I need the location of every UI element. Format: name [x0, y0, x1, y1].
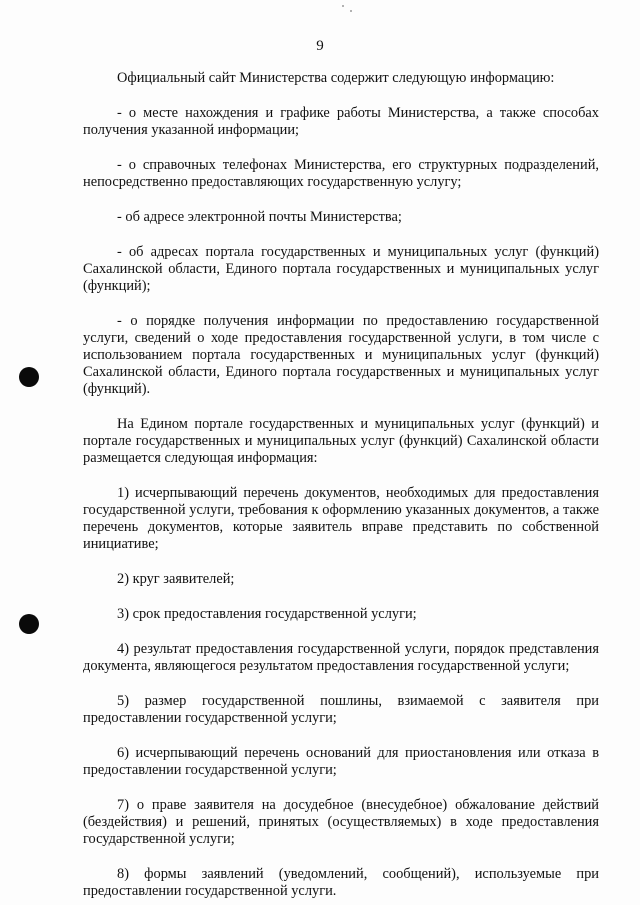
- paragraph-portals: - об адресах портала государственных и муниципальных услуг (функций) Сахалинской области, Единого портала государственных и муниципальных услуг (функций);: [83, 244, 599, 294]
- list-item-result: 4) результат предоставления государственной услуги, порядок представления документа, являющегося результатом предоставления государственной услуги;: [83, 641, 599, 674]
- page-number: 9: [316, 38, 324, 54]
- scan-speck: [342, 5, 344, 7]
- list-item-applicants: 2) круг заявителей;: [117, 571, 235, 587]
- paragraph-email: - об адресе электронной почты Министерства;: [117, 209, 402, 225]
- paragraph-portal-info: На Едином портале государственных и муниципальных услуг (функций) и портале государственных и муниципальных услуг (функций) Сахалинской области размещается следующая информация:: [83, 416, 599, 466]
- list-item-fee: 5) размер государственной пошлины, взимаемой с заявителя при предоставлении государственной услуги;: [83, 693, 599, 726]
- list-item-refusal-grounds: 6) исчерпывающий перечень оснований для приостановления или отказа в предоставлении государственной услуги;: [83, 745, 599, 778]
- paragraph-location: - о месте нахождения и графике работы Министерства, а также способах получения указанной информации;: [83, 105, 599, 138]
- document-body: [83, 70, 599, 918]
- paragraph-phones: - о справочных телефонах Министерства, его структурных подразделений, непосредственно предоставляющих государственную услугу;: [83, 157, 599, 190]
- list-item-documents: 1) исчерпывающий перечень документов, необходимых для предоставления государственной услуги, требования к оформлению указанных документов, а также перечень документов, которые заявитель вправе представить по собственной инициативе;: [83, 485, 599, 552]
- paragraph-intro: Официальный сайт Министерства содержит следующую информацию:: [117, 70, 555, 86]
- binder-hole: [19, 367, 39, 387]
- list-item-term: 3) срок предоставления государственной услуги;: [117, 606, 417, 622]
- binder-hole: [19, 614, 39, 634]
- paragraph-procedure: - о порядке получения информации по предоставлению государственной услуги, сведений о ходе предоставления государственной услуги, в том числе с использованием портала государственных и муниципальных услуг (функций) Сахалинской области, Единого портала государственных и муниципальных услуг (функций).: [83, 313, 599, 397]
- list-item-forms: 8) формы заявлений (уведомлений, сообщений), используемые при предоставлении государственной услуги.: [83, 866, 599, 899]
- list-item-appeal-right: 7) о праве заявителя на досудебное (внесудебное) обжалование действий (бездействия) и решений, принятых (осуществляемых) в ходе предоставления государственной услуги;: [83, 797, 599, 847]
- scan-speck: [350, 10, 352, 12]
